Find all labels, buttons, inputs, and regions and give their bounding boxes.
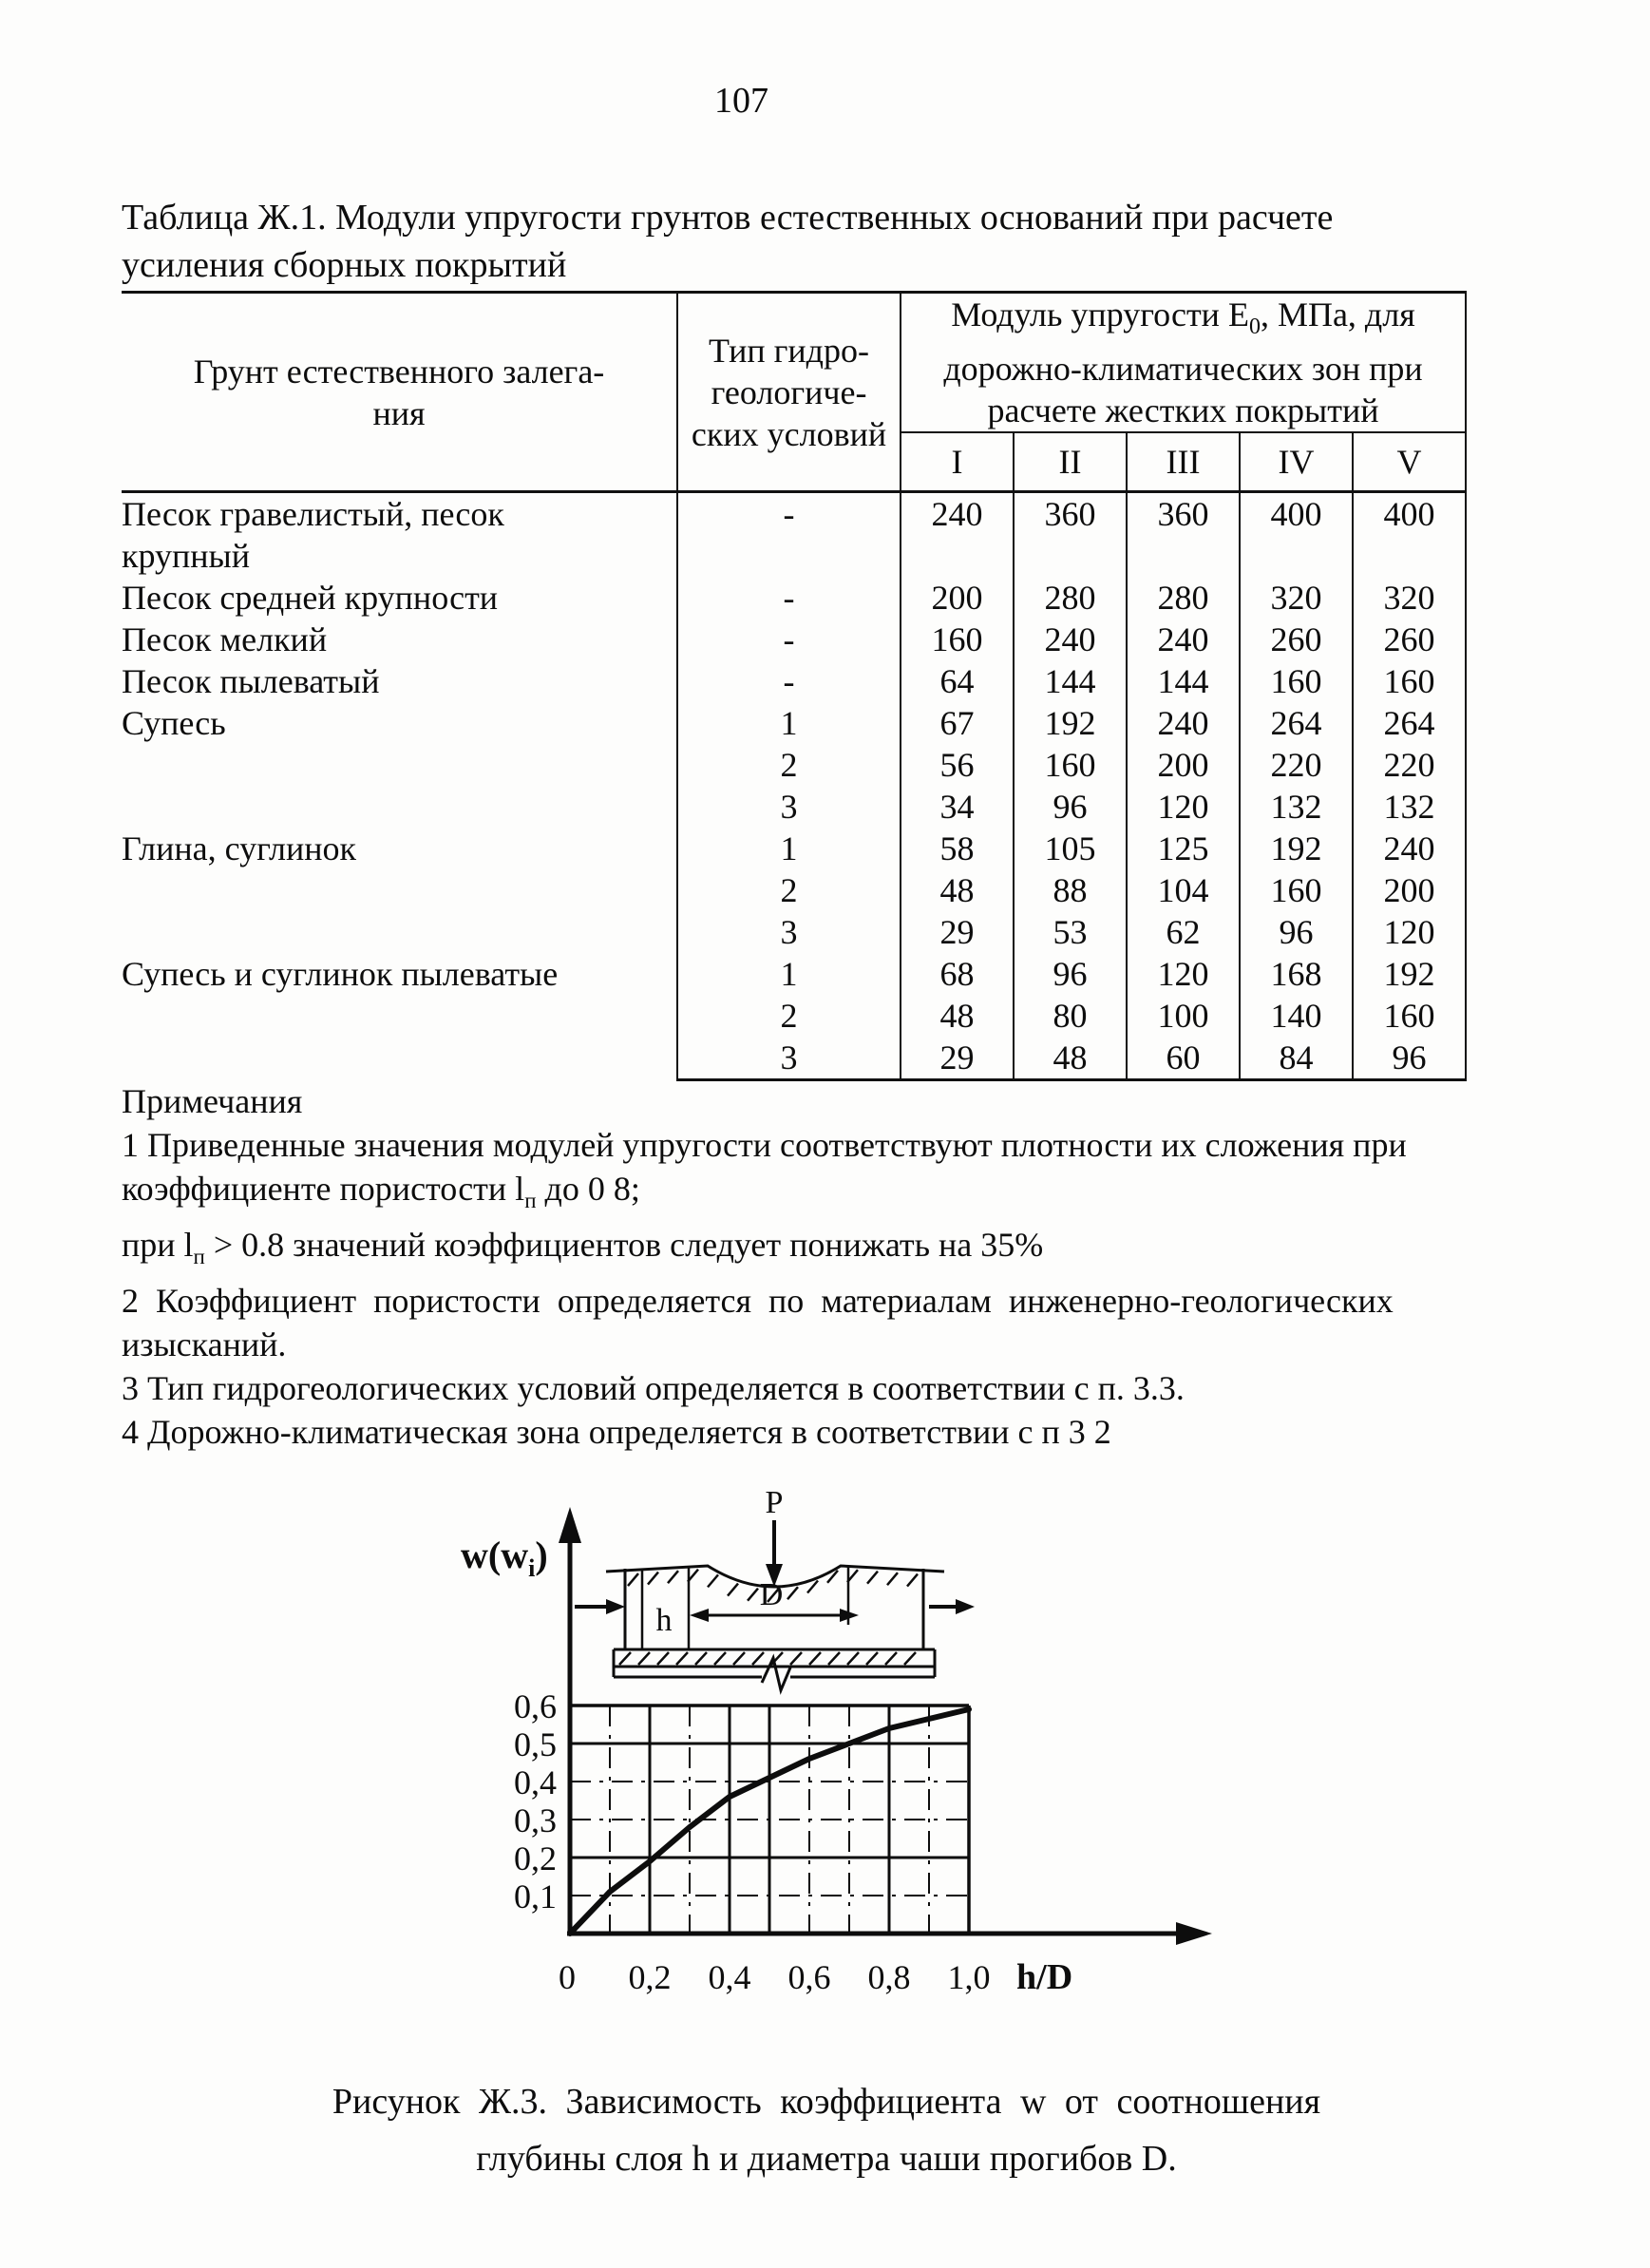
x-tick-label: 0,8 bbox=[867, 1958, 911, 1996]
hatch-mark bbox=[728, 1584, 738, 1596]
value-cell: 96 bbox=[1240, 911, 1353, 953]
value-cell: 240 bbox=[1014, 619, 1127, 660]
value-cell: 240 bbox=[1127, 619, 1240, 660]
figure-caption-line2: глубины слоя h и диаметра чаши прогибов D. bbox=[476, 2139, 1177, 2179]
header-modulus-line3: расчете жестких покрытий bbox=[987, 391, 1379, 430]
value-cell: 400 bbox=[1240, 492, 1353, 578]
hatch-mark bbox=[904, 1652, 916, 1665]
value-cell: 160 bbox=[1014, 744, 1127, 786]
notes-block bbox=[122, 1079, 1470, 1454]
value-cell: 132 bbox=[1240, 786, 1353, 828]
slab-inset-diagram bbox=[575, 1485, 975, 1690]
note-2-line2: изысканий. bbox=[122, 1325, 287, 1364]
header-type-line1: Тип гидро- bbox=[709, 331, 869, 370]
soil-cell bbox=[122, 744, 677, 786]
table-row bbox=[122, 492, 1466, 578]
value-cell: 220 bbox=[1240, 744, 1353, 786]
value-cell: 192 bbox=[1014, 702, 1127, 744]
header-type-line2: геологиче- bbox=[711, 372, 867, 411]
figure-caption-line1: Рисунок Ж.3. Зависимость коэффициента w от соотношения bbox=[332, 2082, 1321, 2122]
soil-cell bbox=[122, 911, 677, 953]
hatch-mark bbox=[748, 1589, 758, 1601]
table-row bbox=[122, 702, 1466, 744]
value-cell: 240 bbox=[901, 492, 1014, 578]
table-row bbox=[122, 660, 1466, 702]
soil-cell: Песок средней крупности bbox=[122, 577, 677, 619]
page-number: 107 bbox=[714, 81, 768, 121]
value-cell: 120 bbox=[1127, 786, 1240, 828]
side-arrow-left-icon bbox=[606, 1599, 625, 1614]
diameter-label: D bbox=[759, 1577, 784, 1612]
soil-cell: Супесь bbox=[122, 702, 677, 744]
hatch-mark bbox=[648, 1572, 658, 1585]
value-cell: 264 bbox=[1353, 702, 1466, 744]
value-cell: 60 bbox=[1127, 1037, 1240, 1080]
soil-cell: Глина, суглинок bbox=[122, 828, 677, 869]
soil-cell bbox=[122, 995, 677, 1037]
value-cell: 53 bbox=[1014, 911, 1127, 953]
deflection-chart bbox=[285, 1471, 1235, 2027]
type-cell: 1 bbox=[677, 953, 901, 995]
value-cell: 62 bbox=[1127, 911, 1240, 953]
soil-cell bbox=[122, 869, 677, 911]
hatch-mark bbox=[907, 1574, 918, 1587]
value-cell: 240 bbox=[1127, 702, 1240, 744]
hatch-mark bbox=[676, 1652, 688, 1665]
table-title-line2: усиления сборных покрытий bbox=[122, 245, 567, 285]
type-cell: 1 bbox=[677, 702, 901, 744]
note-4: 4 Дорожно-климатическая зона определяется в соответствии с п 3 2 bbox=[122, 1413, 1111, 1452]
hatch-mark bbox=[695, 1652, 707, 1665]
x-axis-label: h/D bbox=[1016, 1957, 1073, 1997]
hatch-mark bbox=[733, 1652, 745, 1665]
value-cell: 360 bbox=[1014, 492, 1127, 578]
x-tick-label: 0,6 bbox=[787, 1958, 831, 1996]
hatch-mark bbox=[787, 1587, 798, 1599]
value-cell: 29 bbox=[901, 911, 1014, 953]
value-cell: 200 bbox=[901, 577, 1014, 619]
table-title bbox=[122, 194, 1527, 289]
value-cell: 58 bbox=[901, 828, 1014, 869]
type-cell: 3 bbox=[677, 786, 901, 828]
type-cell: 3 bbox=[677, 911, 901, 953]
value-cell: 160 bbox=[1353, 995, 1466, 1037]
value-cell: 192 bbox=[1353, 953, 1466, 995]
modulus-table bbox=[122, 291, 1467, 1081]
table-header-row1 bbox=[122, 293, 1466, 433]
soil-cell: Песок пылеватый bbox=[122, 660, 677, 702]
value-cell: 160 bbox=[1240, 660, 1353, 702]
y-axis-arrow-icon bbox=[559, 1507, 581, 1543]
value-cell: 120 bbox=[1353, 911, 1466, 953]
type-cell: 1 bbox=[677, 828, 901, 869]
hatch-mark bbox=[866, 1652, 878, 1665]
note-1-line1: 1 Приведенные значения модулей упругости соответствуют плотности их сложения при bbox=[122, 1126, 1407, 1164]
table-row bbox=[122, 911, 1466, 953]
value-cell: 144 bbox=[1127, 660, 1240, 702]
value-cell: 280 bbox=[1127, 577, 1240, 619]
hatch-mark bbox=[668, 1571, 678, 1583]
hatch-mark bbox=[657, 1652, 669, 1665]
table-row bbox=[122, 786, 1466, 828]
type-cell: - bbox=[677, 619, 901, 660]
hatch-mark bbox=[638, 1652, 650, 1665]
hatch-mark bbox=[885, 1652, 897, 1665]
value-cell: 80 bbox=[1014, 995, 1127, 1037]
value-cell: 67 bbox=[901, 702, 1014, 744]
value-cell: 68 bbox=[901, 953, 1014, 995]
zone-header-II: II bbox=[1014, 432, 1127, 492]
header-modulus-line2: дорожно-климатических зон при bbox=[943, 350, 1423, 389]
y-tick-label: 0,6 bbox=[514, 1687, 557, 1725]
value-cell: 160 bbox=[901, 619, 1014, 660]
value-cell: 29 bbox=[901, 1037, 1014, 1080]
soil-cell: Песок мелкий bbox=[122, 619, 677, 660]
value-cell: 260 bbox=[1353, 619, 1466, 660]
soil-cell: Песок гравелистый, песок крупный bbox=[122, 492, 677, 578]
hatch-mark bbox=[809, 1652, 821, 1665]
y-tick-label: 0,5 bbox=[514, 1725, 557, 1763]
load-label: P bbox=[765, 1485, 784, 1520]
value-cell: 34 bbox=[901, 786, 1014, 828]
header-type-line3: ских условий bbox=[691, 414, 887, 453]
figure bbox=[285, 1471, 1235, 2027]
value-cell: 125 bbox=[1127, 828, 1240, 869]
d-arrow-left-icon bbox=[690, 1609, 709, 1622]
type-cell: - bbox=[677, 660, 901, 702]
value-cell: 160 bbox=[1240, 869, 1353, 911]
x-tick-label: 1,0 bbox=[947, 1958, 991, 1996]
value-cell: 144 bbox=[1014, 660, 1127, 702]
value-cell: 48 bbox=[901, 995, 1014, 1037]
value-cell: 104 bbox=[1127, 869, 1240, 911]
value-cell: 260 bbox=[1240, 619, 1353, 660]
table-row bbox=[122, 619, 1466, 660]
y-axis-label: $w(w_i)$ bbox=[461, 1534, 548, 1582]
x-tick-label: 0 bbox=[559, 1958, 576, 1996]
hatch-mark bbox=[708, 1574, 718, 1587]
zone-header-IV: IV bbox=[1240, 432, 1353, 492]
soil-cell bbox=[122, 786, 677, 828]
value-cell: 200 bbox=[1353, 869, 1466, 911]
value-cell: 56 bbox=[901, 744, 1014, 786]
hatch-mark bbox=[887, 1572, 898, 1585]
zone-header-I: I bbox=[901, 432, 1014, 492]
note-3: 3 Тип гидрогеологических условий определяется в соответствии с п. 3.3. bbox=[122, 1369, 1185, 1408]
hatch-mark bbox=[619, 1652, 631, 1665]
value-cell: 360 bbox=[1127, 492, 1240, 578]
value-cell: 140 bbox=[1240, 995, 1353, 1037]
value-cell: 84 bbox=[1240, 1037, 1353, 1080]
value-cell: 160 bbox=[1353, 660, 1466, 702]
side-arrow-right-icon bbox=[956, 1599, 975, 1614]
value-cell: 48 bbox=[1014, 1037, 1127, 1080]
value-cell: 64 bbox=[901, 660, 1014, 702]
header-soil-line2: ния bbox=[372, 393, 426, 432]
table-row bbox=[122, 1037, 1466, 1080]
value-cell: 120 bbox=[1127, 953, 1240, 995]
base-hatching bbox=[619, 1652, 916, 1665]
x-axis-arrow-icon bbox=[1176, 1922, 1212, 1945]
hatch-mark bbox=[828, 1652, 840, 1665]
hatch-mark bbox=[867, 1572, 878, 1584]
value-cell: 88 bbox=[1014, 869, 1127, 911]
header-soil-cell bbox=[122, 293, 677, 492]
x-tick-label: 0,4 bbox=[708, 1958, 751, 1996]
type-cell: 2 bbox=[677, 744, 901, 786]
value-cell: 48 bbox=[901, 869, 1014, 911]
note-2-line1: 2 Коэффициент пористости определяется по материалам инженерно-геологических bbox=[122, 1282, 1394, 1321]
y-tick-label: 0,3 bbox=[514, 1801, 557, 1839]
value-cell: 280 bbox=[1014, 577, 1127, 619]
value-cell: 100 bbox=[1127, 995, 1240, 1037]
zone-header-III: III bbox=[1127, 432, 1240, 492]
table-title-line1: Таблица Ж.1. Модули упругости грунтов естественных оснований при расчете bbox=[122, 198, 1334, 238]
table-row bbox=[122, 744, 1466, 786]
soil-cell: Супесь и суглинок пылеватые bbox=[122, 953, 677, 995]
type-cell: 3 bbox=[677, 1037, 901, 1080]
header-modulus-line1: Модуль упругости $Е_0$, МПа, для bbox=[951, 295, 1415, 340]
break-symbol-icon bbox=[762, 1658, 790, 1690]
value-cell: 96 bbox=[1014, 953, 1127, 995]
value-cell: 105 bbox=[1014, 828, 1127, 869]
value-cell: 96 bbox=[1014, 786, 1127, 828]
header-type-cell bbox=[677, 293, 901, 492]
chart-grid bbox=[570, 1706, 969, 1934]
value-cell: 400 bbox=[1353, 492, 1466, 578]
type-cell: 2 bbox=[677, 869, 901, 911]
value-cell: 192 bbox=[1240, 828, 1353, 869]
y-tick-label: 0,2 bbox=[514, 1839, 557, 1877]
hatch-mark bbox=[847, 1652, 859, 1665]
table-row bbox=[122, 869, 1466, 911]
table-row bbox=[122, 577, 1466, 619]
hatch-mark bbox=[790, 1652, 802, 1665]
soil-cell bbox=[122, 1037, 677, 1080]
value-cell: 264 bbox=[1240, 702, 1353, 744]
value-cell: 320 bbox=[1240, 577, 1353, 619]
note-1-line2: коэффициенте пористости $l_п$ до 0 8; bbox=[122, 1170, 640, 1213]
value-cell: 168 bbox=[1240, 953, 1353, 995]
hatch-mark bbox=[714, 1652, 726, 1665]
e0-subscript: 0 bbox=[1248, 314, 1261, 340]
value-cell: 320 bbox=[1353, 577, 1466, 619]
hatch-mark bbox=[628, 1573, 638, 1586]
thickness-label: h bbox=[655, 1603, 673, 1638]
y-tick-label: 0,4 bbox=[514, 1763, 557, 1801]
table-row bbox=[122, 995, 1466, 1037]
zone-header-V: V bbox=[1353, 432, 1466, 492]
header-modulus-cell bbox=[901, 293, 1466, 433]
x-tick-label: 0,2 bbox=[628, 1958, 672, 1996]
header-soil-line1: Грунт естественного залега- bbox=[193, 352, 605, 391]
type-cell: 2 bbox=[677, 995, 901, 1037]
value-cell: 96 bbox=[1353, 1037, 1466, 1080]
value-cell: 132 bbox=[1353, 786, 1466, 828]
value-cell: 240 bbox=[1353, 828, 1466, 869]
notes-heading: Примечания bbox=[122, 1082, 303, 1120]
value-cell: 220 bbox=[1353, 744, 1466, 786]
note-1-line3: при $l_п > 0.8$ значений коэффициентов следует понижать на 35% bbox=[122, 1226, 1044, 1269]
type-cell: - bbox=[677, 492, 901, 578]
table-row bbox=[122, 953, 1466, 995]
figure-caption bbox=[293, 2073, 1360, 2187]
table-row bbox=[122, 828, 1466, 869]
y-tick-label: 0,1 bbox=[514, 1877, 557, 1915]
value-cell: 200 bbox=[1127, 744, 1240, 786]
type-cell: - bbox=[677, 577, 901, 619]
hatch-mark bbox=[752, 1652, 764, 1665]
